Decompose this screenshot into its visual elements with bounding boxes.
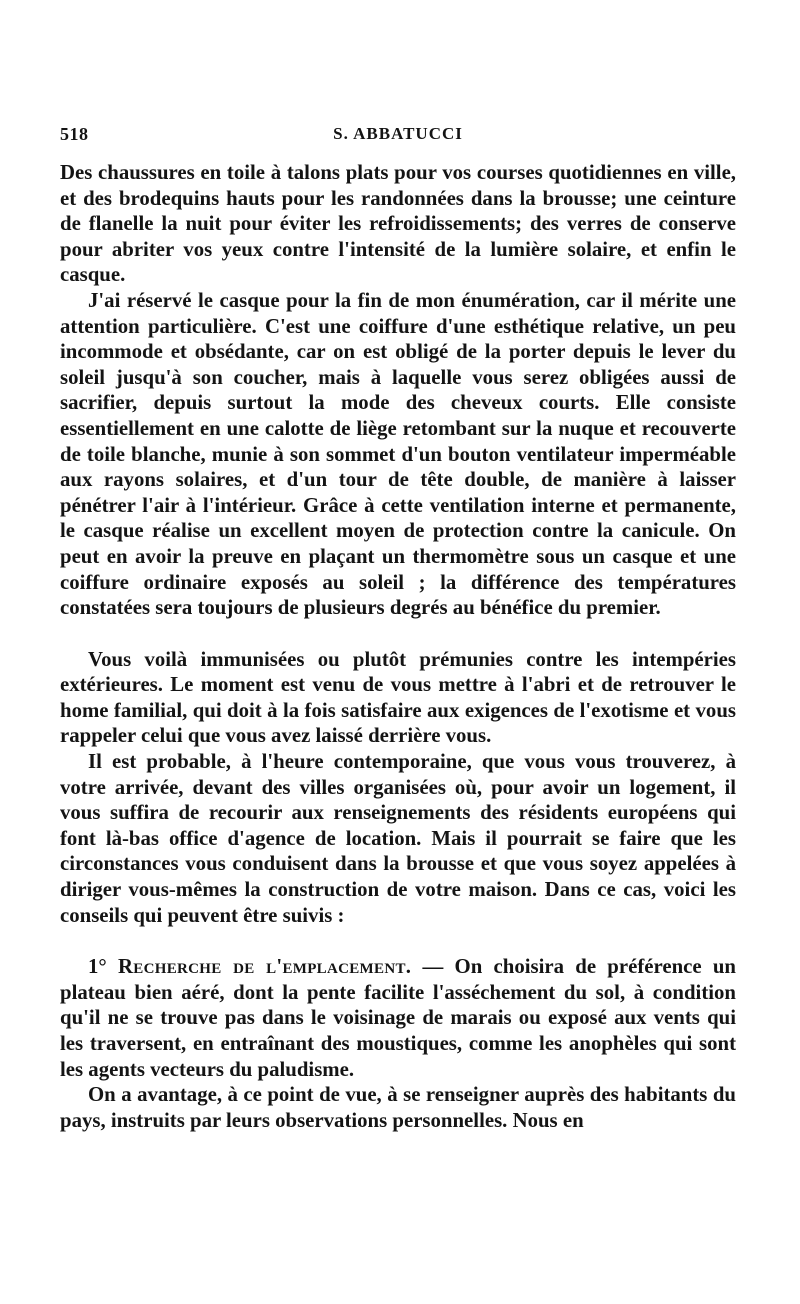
paragraph-construction: Il est probable, à l'heure contemporaine, que vous vous trouverez, à votre arrivée, devant des villes organisées où, pour avoir un logement, il vous suffira de recourir aux renseignements des résidents européens qui font là-bas office d'agence de location. Mais il pourrait se faire que les circonstances vous conduisent dans la brousse et que vous soyez appelées à diriger vous-mêmes la construction de votre maison. Dans ce cas, voici les conseils qui peuvent être suivis : xyxy=(60,750,736,927)
section-text: On choisira de préférence un plateau bien aéré, dont la pente facilite l'asséchement du sol, à condition qu'il ne se trouve pas dans le voisinage de marais ou exposé aux vents qui les traversent, en entraînant des moustiques, comme les anophèles qui sont les agents vecteurs du paludisme. xyxy=(60,955,736,1081)
page-number: 518 xyxy=(60,124,89,144)
paragraph-home: Vous voilà immunisées ou plutôt prémunies contre les intempéries extérieures. Le moment est venu de vous mettre à l'abri et de retrouver le home familial, qui doit à la fois satisfaire aux exigences de l'exotisme et vous rappeler celui que vous avez laissé derrière vous. xyxy=(60,647,736,748)
paragraph-helmet: J'ai réservé le casque pour la fin de mon énumération, car il mérite une attention particulière. C'est une coiffure d'une esthétique relative, un peu incommode et obsédante, car on est obligé de la porter depuis le lever du soleil jusqu'à son coucher, mais à laquelle vous serez obligées aussi de sacrifier, depuis surtout la mode des cheveux courts. Elle consiste essentiellement en une calotte de liège retombant sur la nuque et recouverte de toile blanche, munie à son sommet d'un bouton ventilateur imperméable aux rayons solaires, et d'un tour de tête double, de manière à laisser pénétrer l'air à l'intérieur. Grâce à cette ventilation interne et permanente, le casque réalise un excellent moyen de protection contre la canicule. On peut en avoir la preuve en plaçant un thermomètre sous un casque et une coiffure ordinaire exposés au soleil ; la différence des températures constatées sera toujours de plusieurs degrés au bénéfice du premier. xyxy=(60,288,736,620)
book-page xyxy=(60,118,736,1133)
section-dash: — xyxy=(411,955,455,979)
running-head xyxy=(60,118,736,152)
section-number: 1° xyxy=(88,955,107,979)
paragraph-inhabitants: On a avantage, à ce point de vue, à se renseigner auprès des habitants du pays, instruits par leurs observations personnelles. Nous en xyxy=(60,1083,736,1132)
section-site-selection xyxy=(60,954,736,1082)
paragraph-clothing: Des chaussures en toile à talons plats pour vos courses quotidiennes en ville, et des brodequins hauts pour les randonnées dans la brousse; une ceinture de flanelle la nuit pour éviter les refroidissements; des verres de conserve pour abriter vos yeux contre l'intensité de la lumière solaire, et enfin le casque. xyxy=(60,161,736,287)
body-text xyxy=(60,160,736,1133)
section-heading: Recherche de l'emplacement. xyxy=(117,955,412,979)
running-title: S. ABBATUCCI xyxy=(333,124,463,143)
